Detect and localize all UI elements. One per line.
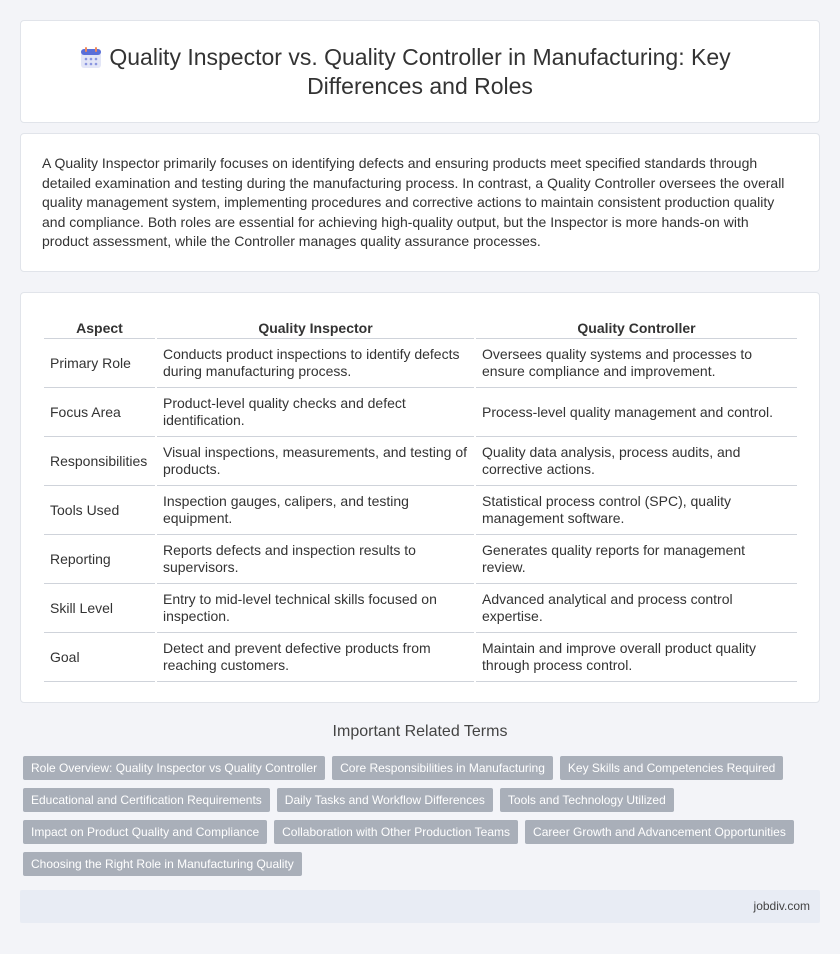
related-term-tag[interactable]: Role Overview: Quality Inspector vs Quality Controller <box>23 756 325 780</box>
table-row <box>44 535 797 584</box>
related-term-tag[interactable]: Career Growth and Advancement Opportunities <box>525 820 794 844</box>
related-term-tag[interactable]: Daily Tasks and Workflow Differences <box>277 788 493 812</box>
related-terms-list <box>23 756 803 876</box>
table-row <box>44 633 797 682</box>
header-quality-inspector: Quality Inspector <box>157 313 474 339</box>
aspect-cell: Reporting <box>44 535 155 584</box>
header-aspect: Aspect <box>44 313 155 339</box>
table-row <box>44 339 797 388</box>
aspect-cell: Primary Role <box>44 339 155 388</box>
inspector-cell: Entry to mid-level technical skills focused on inspection. <box>157 584 474 633</box>
aspect-cell: Tools Used <box>44 486 155 535</box>
controller-cell: Maintain and improve overall product quality through process control. <box>476 633 797 682</box>
aspect-cell: Goal <box>44 633 155 682</box>
aspect-cell: Skill Level <box>44 584 155 633</box>
related-term-tag[interactable]: Key Skills and Competencies Required <box>560 756 783 780</box>
related-term-tag[interactable]: Impact on Product Quality and Compliance <box>23 820 267 844</box>
header-quality-controller: Quality Controller <box>476 313 797 339</box>
page-title: Quality Inspector vs. Quality Controller in Manufacturing: Key Differences and Roles <box>109 44 731 99</box>
comparison-card <box>20 292 820 703</box>
footer <box>20 890 820 923</box>
controller-cell: Quality data analysis, process audits, and corrective actions. <box>476 437 797 486</box>
inspector-cell: Visual inspections, measurements, and testing of products. <box>157 437 474 486</box>
header-card <box>20 20 820 123</box>
table-row <box>44 584 797 633</box>
related-term-tag[interactable]: Collaboration with Other Production Teams <box>274 820 518 844</box>
controller-cell: Advanced analytical and process control expertise. <box>476 584 797 633</box>
controller-cell: Oversees quality systems and processes to ensure compliance and improvement. <box>476 339 797 388</box>
controller-cell: Process-level quality management and control. <box>476 388 797 437</box>
aspect-cell: Focus Area <box>44 388 155 437</box>
related-term-tag[interactable]: Educational and Certification Requirements <box>23 788 270 812</box>
related-terms-title: Important Related Terms <box>332 723 508 740</box>
inspector-cell: Reports defects and inspection results to supervisors. <box>157 535 474 584</box>
inspector-cell: Detect and prevent defective products from reaching customers. <box>157 633 474 682</box>
inspector-cell: Product-level quality checks and defect identification. <box>157 388 474 437</box>
related-term-tag[interactable]: Tools and Technology Utilized <box>500 788 674 812</box>
intro-paragraph: A Quality Inspector primarily focuses on identifying defects and ensuring products meet specified standards through detailed examination and testing during the manufacturing process. In contrast, a Quality Controller oversees the overall quality management system, implementing procedures and corrective actions to maintain consistent production quality and compliance. Both roles are essential for achieving high-quality output, but the Inspector is more hands-on with product assessment, while the Controller manages quality assurance processes. <box>42 155 785 250</box>
related-term-tag[interactable]: Core Responsibilities in Manufacturing <box>332 756 553 780</box>
intro-card <box>20 133 820 272</box>
inspector-cell: Inspection gauges, calipers, and testing equipment. <box>157 486 474 535</box>
comparison-table <box>42 313 799 682</box>
controller-cell: Statistical process control (SPC), quality management software. <box>476 486 797 535</box>
table-row <box>44 437 797 486</box>
inspector-cell: Conducts product inspections to identify defects during manufacturing process. <box>157 339 474 388</box>
footer-site-link[interactable]: jobdiv.com <box>753 899 810 913</box>
table-row <box>44 486 797 535</box>
controller-cell: Generates quality reports for management review. <box>476 535 797 584</box>
table-header-row <box>44 313 797 339</box>
aspect-cell: Responsibilities <box>44 437 155 486</box>
related-term-tag[interactable]: Choosing the Right Role in Manufacturing Quality <box>23 852 302 876</box>
table-row <box>44 388 797 437</box>
